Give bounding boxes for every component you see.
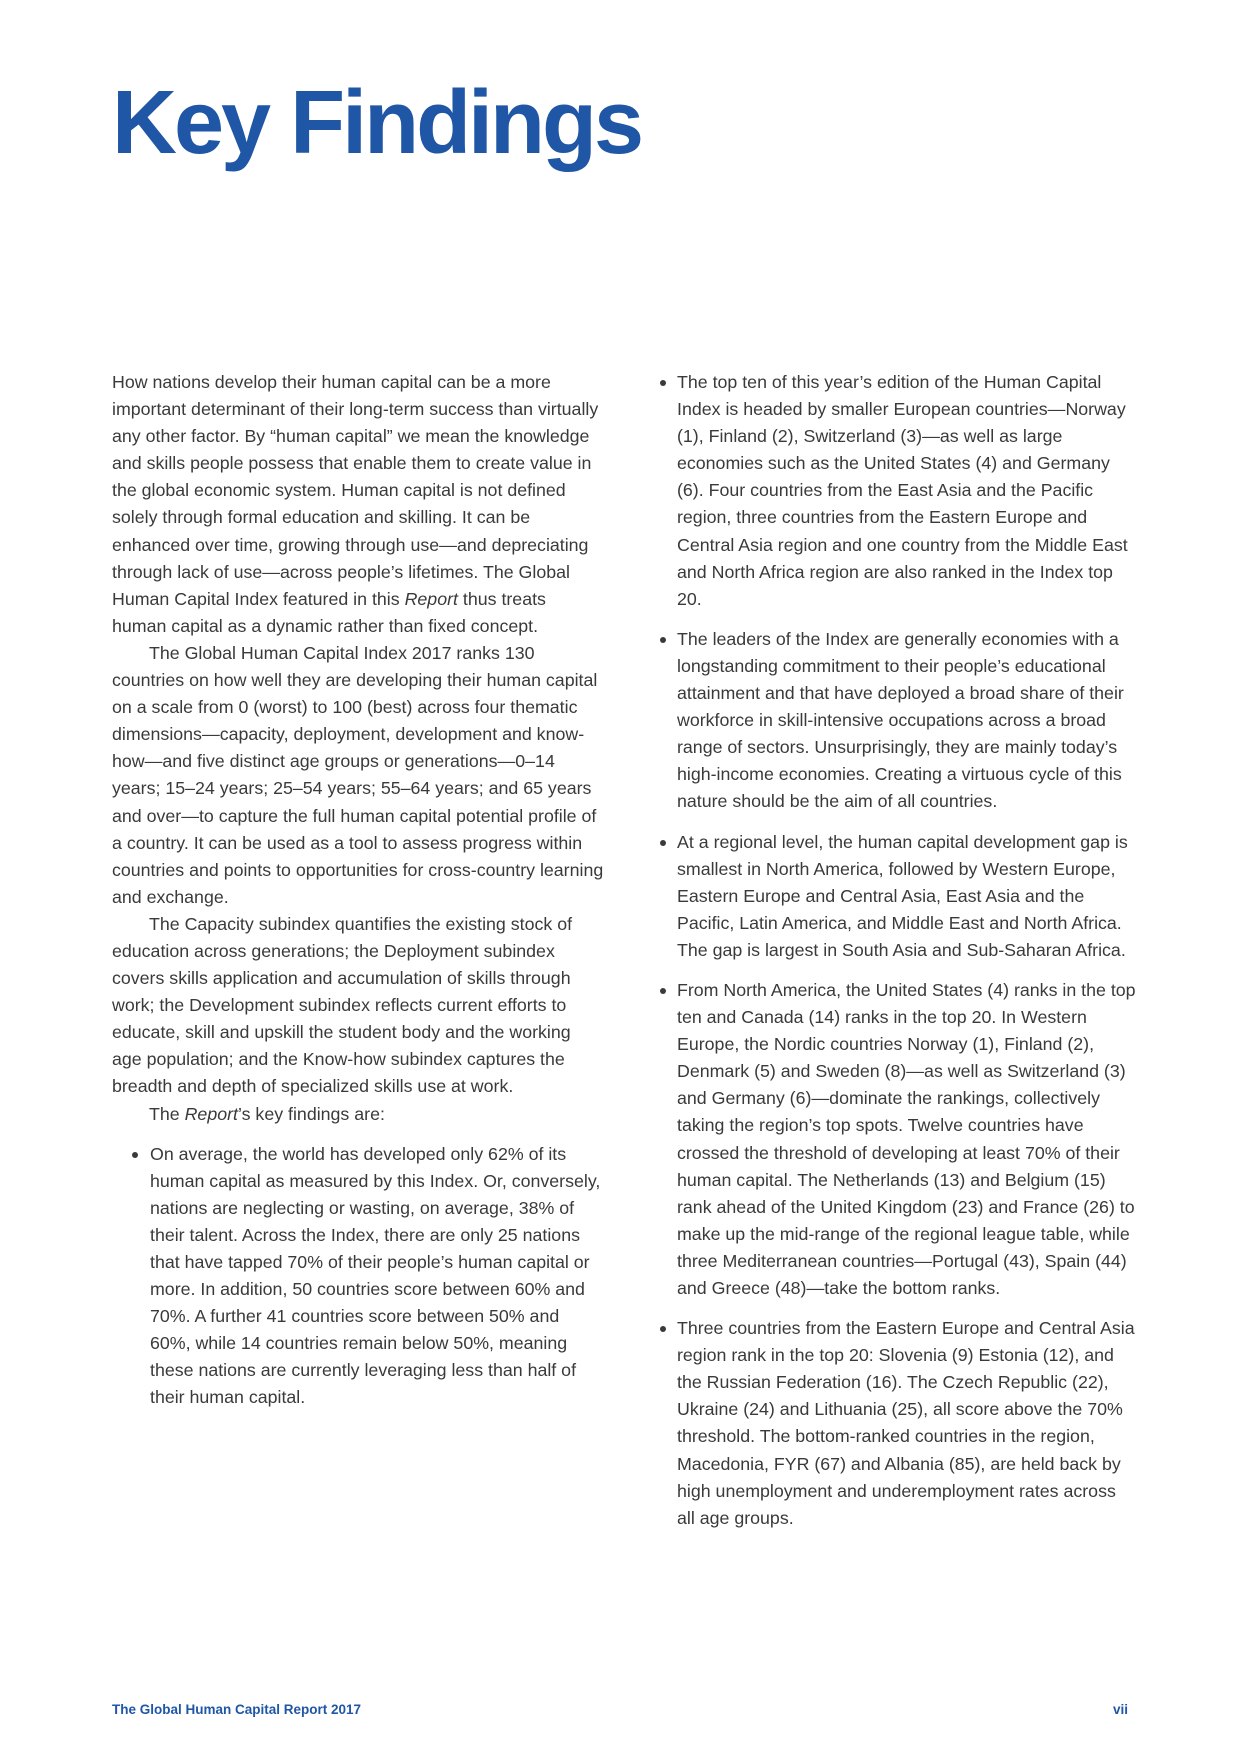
intro-paragraph-1 (112, 369, 604, 640)
intro-paragraph-2: The Global Human Capital Index 2017 ranks 130 countries on how well they are developing their human capital on a scale from 0 (worst) to 100 (best) across four thematic dimensions—capacity, deployment, development and know-how—and five distinct age groups or generations—0–14 years; 15–24 years; 25–54 years; 55–64 years; and 65 years and over—to capture the full human capital potential profile of a country. It can be used as a tool to assess progress within countries and points to opportunities for cross-country learning and exchange. (112, 642, 604, 907)
intro-p4-text-a: The (149, 1103, 185, 1124)
left-findings-list (112, 1141, 604, 1412)
right-findings-list (660, 369, 1136, 1532)
finding-bullet: Three countries from the Eastern Europe and Central Asia region rank in the top 20: Slovenia (9) Estonia (12), and the Russian Federation (16). The Czech Republic (22), Ukraine (24) and Lithuania (25), all score above the 70% threshold. The bottom-ranked countries in the region, Macedonia, FYR (67) and Albania (85), are held back by high unemployment and underemployment rates across all age groups. (660, 1315, 1136, 1532)
intro-p1-text-b: thus treats human capital as a dynamic rather than fixed concept. (112, 588, 546, 636)
footer-report-name: The Global Human Capital Report 2017 (112, 1702, 362, 1717)
finding-bullet: At a regional level, the human capital development gap is smallest in North America, followed by Western Europe, Eastern Europe and Central Asia, East Asia and the Pacific, Latin America, and Middle East and North Africa. The gap is largest in South Asia and Sub-Saharan Africa. (660, 829, 1136, 964)
finding-bullet: The leaders of the Index are generally economies with a longstanding commitment to their people’s educational attainment and that have deployed a broad share of their workforce in skill-intensive occupations across a broad range of sectors. Unsurprisingly, they are mainly today’s high-income economies. Creating a virtuous cycle of this nature should be the aim of all countries. (660, 626, 1136, 816)
finding-bullet: The top ten of this year’s edition of the Human Capital Index is headed by smaller European countries—Norway (1), Finland (2), Switzerland (3)—as well as large economies such as the United States (4) and Germany (6). Four countries from the East Asia and the Pacific region, three countries from the Eastern Europe and Central Asia region and one country from the Middle East and North Africa region are also ranked in the Index top 20. (660, 369, 1136, 613)
page-title: Key Findings (112, 73, 642, 173)
finding-bullet: On average, the world has developed only 62% of its human capital as measured by this Index. Or, conversely, nations are neglecting or wasting, on average, 38% of their talent. Across the Index, there are only 25 nations that have tapped 70% of their people’s human capital or more. In addition, 50 countries score between 60% and 70%. A further 41 countries score between 50% and 60%, while 14 countries remain below 50%, meaning these nations are currently leveraging less than half of their human capital. (132, 1141, 604, 1412)
intro-p1-text-a: How nations develop their human capital can be a more important determinant of their long-term success than virtually any other factor. By “human capital” we mean the knowledge and skills people possess that enable them to create value in the global economic system. Human capital is not defined solely through formal education and skilling. It can be enhanced over time, growing through use—and depreciating through lack of use—across people’s lifetimes. The Global Human Capital Index featured in this (112, 372, 599, 609)
intro-p4-text-b: ’s key findings are: (237, 1103, 385, 1124)
right-column (660, 369, 1136, 1545)
left-column (112, 369, 604, 1425)
intro-paragraph-4 (112, 1101, 604, 1128)
finding-bullet: From North America, the United States (4) ranks in the top ten and Canada (14) ranks in the top 20. In Western Europe, the Nordic countries Norway (1), Finland (2), Denmark (5) and Sweden (8)—as well as Switzerland (3) and Germany (6)—dominate the rankings, collectively taking the region’s top spots. Twelve countries have crossed the threshold of developing at least 70% of their human capital. The Netherlands (13) and Belgium (15) rank ahead of the United Kingdom (23) and France (26) to make up the mid-range of the regional league table, while three Mediterranean countries—Portugal (43), Spain (44) and Greece (48)—take the bottom ranks. (660, 977, 1136, 1302)
intro-p1-italic: Report (404, 588, 458, 609)
intro-paragraph-3: The Capacity subindex quantifies the existing stock of education across generations; the Deployment subindex covers skills application and accumulation of skills through work; the Development subindex reflects current efforts to educate, skill and upskill the student body and the working age population; and the Know-how subindex captures the breadth and depth of specialized skills use at work. (112, 913, 573, 1097)
intro-p4-italic: Report (184, 1103, 238, 1124)
footer-page-number: vii (1112, 1702, 1128, 1717)
